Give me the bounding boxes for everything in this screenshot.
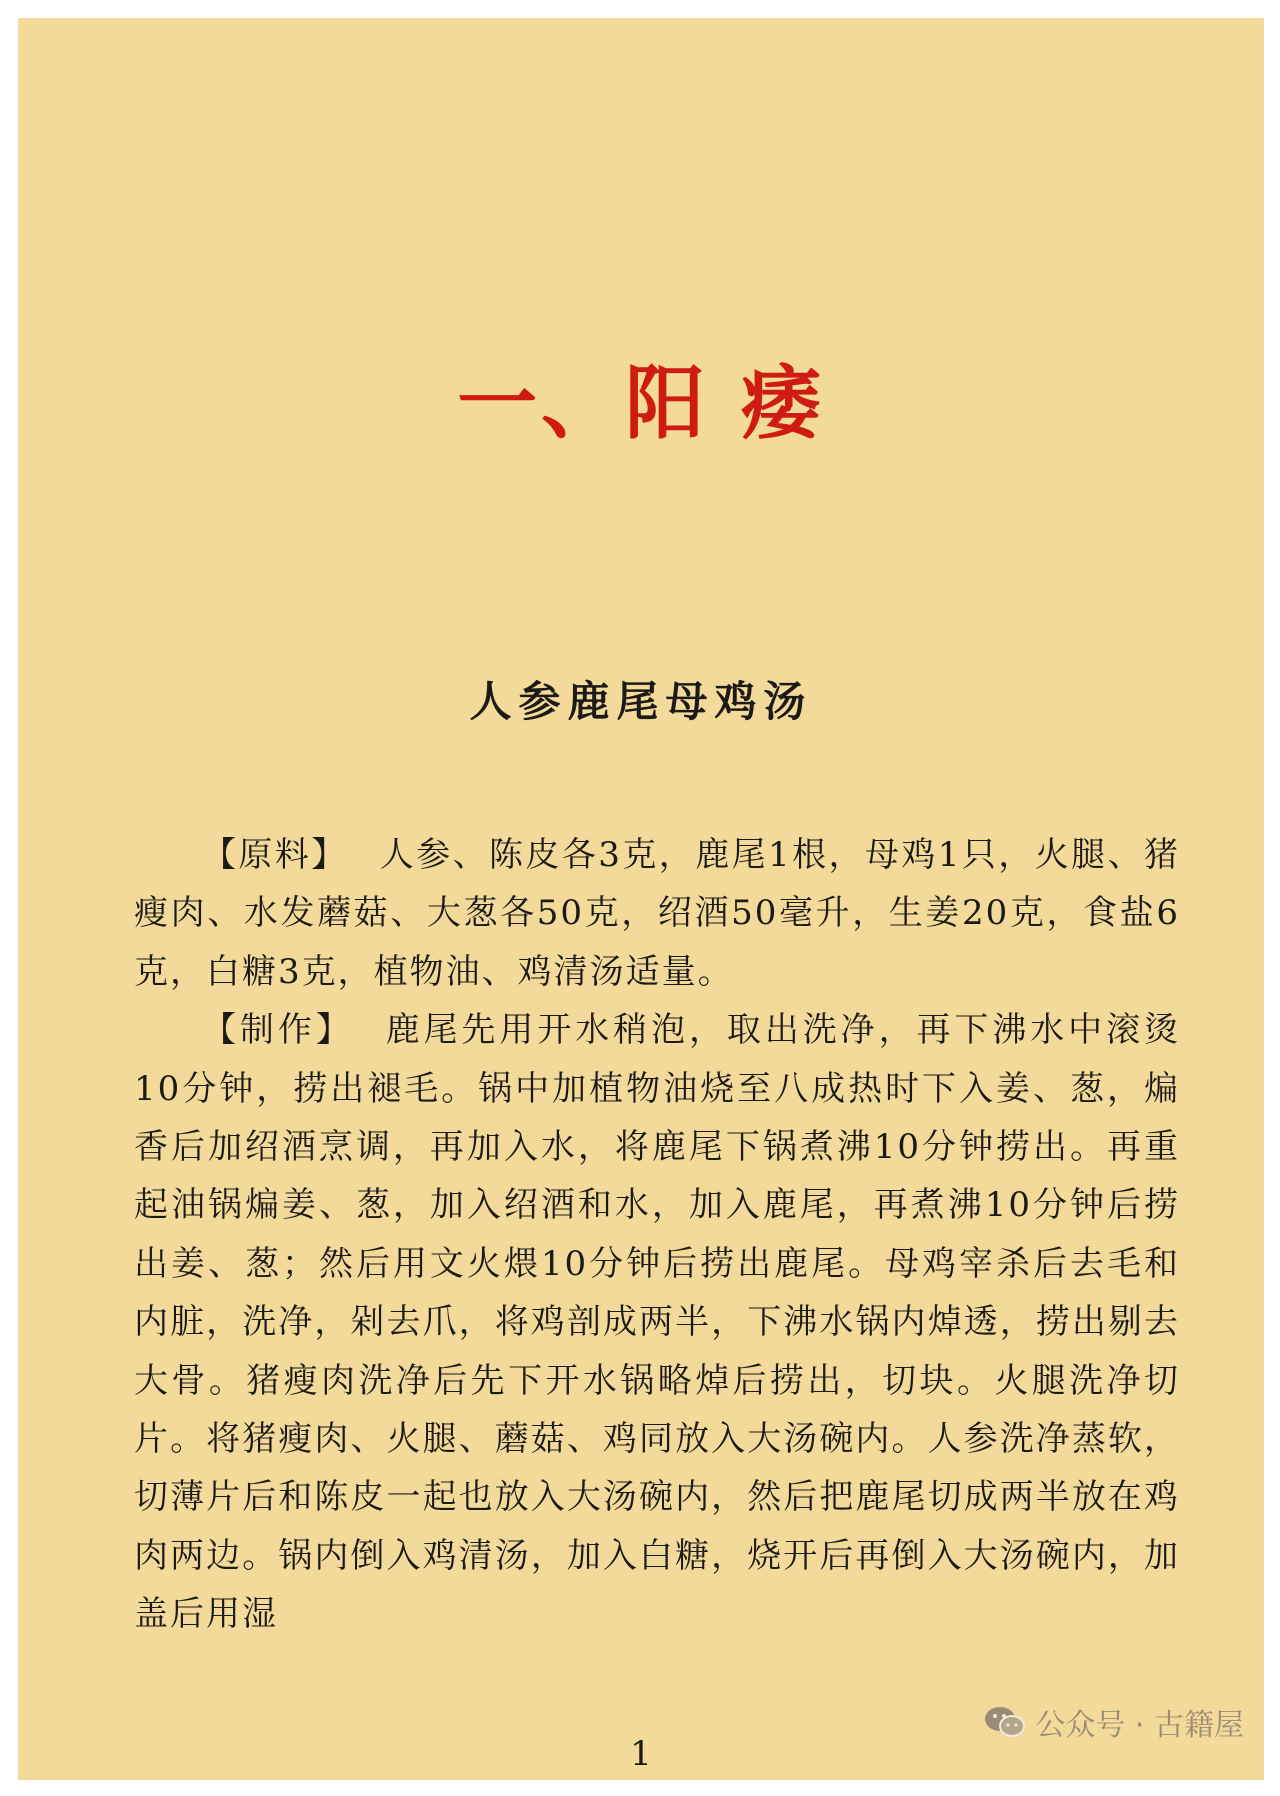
- page-number: 1: [630, 1734, 652, 1774]
- preparation-text: 鹿尾先用开水稍泡，取出洗净，再下沸水中滚烫10分钟，捞出褪毛。锅中加植物油烧至八成热时下入姜、葱，煸香后加绍酒烹调，再加入水，将鹿尾下锅煮沸10分钟捞出。再重起油锅煸姜、葱，加入绍酒和水，加入鹿尾，再煮沸10分钟后捞出姜、葱；然后用文火煨10分钟后捞出鹿尾。母鸡宰杀后去毛和内脏，洗净，剁去爪，将鸡剖成两半，下沸水锅内焯透，捞出剔去大骨。猪瘦肉洗净后先下开水锅略焯后捞出，切块。火腿洗净切片。将猪瘦肉、火腿、蘑菇、鸡同放入大汤碗内。人参洗净蒸软，切薄片后和陈皮一起也放入大汤碗内，然后把鹿尾切成两半放在鸡肉两边。锅内倒入鸡清汤，加入白糖，烧开后再倒入大汤碗内，加盖后用湿: [134, 1010, 1181, 1635]
- wechat-icon: [983, 1704, 1027, 1740]
- ingredients-tag: 【原料】: [202, 835, 348, 875]
- preparation-tag: 【制作】: [202, 1010, 354, 1051]
- preparation-paragraph: [134, 1001, 1180, 1643]
- recipe-body: [134, 826, 1180, 1644]
- recipe-title: 人参鹿尾母鸡汤: [469, 677, 813, 726]
- document-page: [18, 18, 1264, 1780]
- ingredients-paragraph: [134, 826, 1180, 1001]
- watermark-text: 公众号 · 古籍屋: [1035, 1708, 1244, 1743]
- chapter-title: 一、阳 痿: [457, 356, 825, 450]
- watermark: [983, 1700, 1244, 1744]
- ingredients-text: 人参、陈皮各3克，鹿尾1根，母鸡1只，火腿、猪瘦肉、水发蘑菇、大葱各50克，绍酒50毫升，生姜20克，食盐6克，白糖3克，植物油、鸡清汤适量。: [134, 835, 1180, 992]
